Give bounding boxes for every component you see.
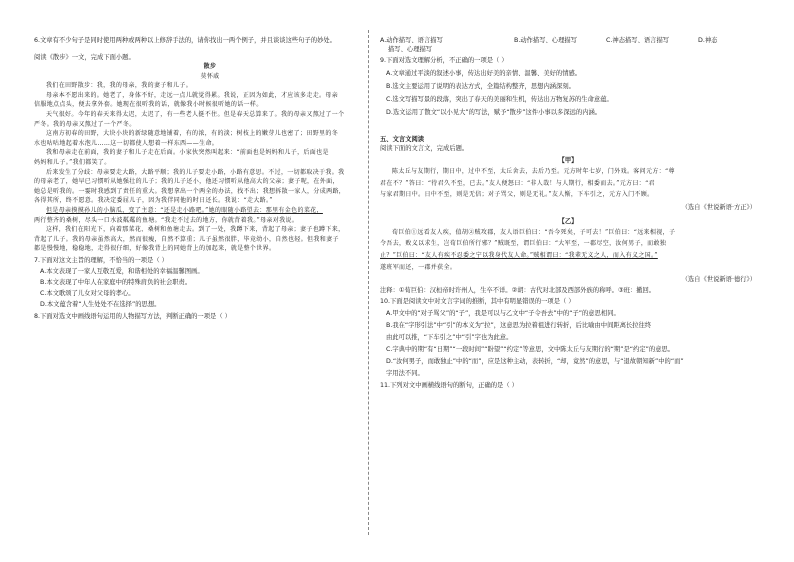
section-5-intro: 阅读下面的文言文，完成后题。 — [380, 145, 469, 152]
q9-option-a: A.文章通过平淡的叙述小事，传达出好美的亲情、温馨、美好的情感。 — [386, 70, 582, 77]
q8-option-c: C.神态描写、语言描写 — [606, 37, 670, 44]
essay-line: 两行整齐的桑树，尽头一口水波粼粼的鱼塘。“我走不过去的地方，你就背着我。”母亲对我说。 — [34, 216, 299, 224]
essay-line: 后来发生了分歧：母亲要走大路，大路平顺；我的儿子要走小路，小路有意思。不过，一切都取决于我。我 — [46, 168, 345, 176]
passage-jia-line: 与家君期日中。日中不至，则是无信；对子骂父，则是无礼。”友人惭，下车引之，元方入门不顾。 — [380, 191, 654, 199]
essay-line: 母亲本不愿出来的。她老了，身体不好，走远一点儿就觉得累。我说，正因为如此，才应该多走走。母亲 — [46, 91, 339, 99]
essay-line: 的母亲老了，她早已习惯听从她强壮的儿子；我的儿子还小，他还习惯听从他高大的父亲；妻子呢，在外面， — [34, 178, 339, 186]
essay-line: 妈妈和儿子。”我们都笑了。 — [34, 158, 111, 166]
q8-option-d-cont: 描写、心理描写 — [388, 46, 433, 53]
q10-option-a: A.甲文中的“对子骂父”的“子”，我是可以与乙文中“子令吾去”中的“子”的意思相同。 — [386, 310, 620, 318]
q8-option-d: D.神态 — [698, 37, 718, 44]
essay-line: 我和母亲走在前面，我的妻子和儿子走在后面。小家伙突然叫起来：“前面也是妈妈和儿子，后面也是 — [46, 149, 329, 157]
passage-jia-source: （选自《世说新语·方正》） — [681, 203, 756, 211]
q7-option-a: A.本文表现了一家人互敬互爱，和谐相处的幸福温馨图画。 — [40, 267, 204, 275]
q7-option-d: D.本文蕴含着“人生处处不在选择”的思想。 — [40, 300, 161, 308]
q9-option-c: C.选文写描写景的段落，突出了春天的美丽和生机，传达出万物复苏的生命意蕴。 — [386, 96, 613, 103]
passage-jia-line: 君在不？”答曰：“待君久不至，已去。”友人便怒曰：“非人哉！与人期行，相委而去。”元方曰：“君 — [380, 179, 655, 187]
essay-line: 她总是听我的。一霎时我感到了责任的重大。我想拿出一个两全的办法，找不出；我想拆散一家人，分成两路， — [34, 187, 346, 195]
question-9: 9.下面对选文理解分析，不正确的一项是（ ） — [380, 57, 508, 64]
question-11: 11.下列对文中画横线语句的断句，正确的是（ ） — [380, 382, 518, 390]
question-8: 8.下面对选文中画线语句运用的人物描写方法，判断正确的一项是（ ） — [34, 312, 231, 320]
q7-option-c: C.本文歌颂了儿女对父母的孝心。 — [40, 289, 135, 297]
q8-options-row — [380, 36, 756, 45]
q9-option-d: D.选文运用了散文“以小见大”的写法，赋予“散步”这件小事以多深远的内涵。 — [386, 109, 602, 116]
passage-yi-line: 遂班军而还，一郡并获全。 — [380, 263, 457, 271]
underlined-passage-line: 止？”巨伯曰：“友人有疾不忍委之宁以我身代友人命。”贼相谓曰：“我辈无义之人，而入有义之国。” — [380, 251, 658, 259]
q10-option-b-cont: 由此可以推，“下车引之”中“引”字也为此意。 — [386, 334, 513, 342]
essay-line: 我们在田野散步：我，我的母亲，我的妻子和儿子。 — [46, 82, 193, 90]
passage-jia-title: 【甲】 — [558, 157, 578, 164]
left-column — [34, 36, 386, 321]
q8-option-b: B.动作描写、心理描写 — [514, 37, 577, 44]
q10-option-c: C.字典中的期“有“日期”“一段时间”“盼望”“约定”等意思，文中陈太丘与友期行的“期”是“约定”的意思。 — [386, 346, 675, 354]
essay-line: 背起了儿子。我的母亲虽然高大，然而很瘦，自然不算重；儿子虽然很胖，毕竟幼小，自然也轻。但我和妻子 — [34, 235, 339, 243]
passage-yi-line: 荀巨伯①远看友人疾，值胡②贼攻郡，友人语巨伯曰：“吾今死矣，子可去！”巨伯曰：“远来相视，子 — [392, 228, 676, 236]
essay-line: 都是慢慢地，稳稳地，走得很仔细，好像我背上的同她背上的加起来，就是整个世界。 — [34, 245, 276, 253]
reading-intro: 阅读《散步》一文，完成下面小题。 — [34, 54, 135, 61]
question-7: 7.下面对这文主旨的理解，不恰当的一项是（ ） — [34, 256, 168, 264]
essay-line: 各得其所，终不愿意。我决定委屈儿子，因为我伴同他的时日还长。我说：“走大路。” — [34, 197, 273, 205]
passage-jia-line: 陈太丘与友期行，期日中，过中不至，太丘舍去，去后乃至。元方时年七岁，门外戏。客问元方：“尊 — [392, 168, 675, 175]
essay-line: 信服地点点头，便去拿外套。她现在很听我的话，就像我小时候很听她的话一样。 — [34, 101, 263, 109]
right-column — [380, 36, 756, 390]
underlined-essay-line: 但是母亲摸摸孙儿的小脑瓜，变了主意：“还是走小路吧。”她的眼随小路望去：那里有金色的菜花， — [46, 206, 323, 214]
column-divider — [368, 30, 369, 535]
q8-option-a: A.动作描写、语言描写 — [380, 37, 443, 44]
essay-line: 这样，我们在阳光下，向着那菜花、桑树和鱼塘走去。到了一处，我蹲下来，背起了母亲；妻子也蹲下来， — [46, 226, 345, 234]
passage-yi-line: 令吾去，败义以求生，岂荀巨伯所行邪？”贼既至，谓巨伯曰：“大军至，一郡尽空，汝何男子，而敢独 — [380, 240, 667, 248]
essay-line: 水也咕咕地起着水泡儿……这一切都使人想着一样东西——生命。 — [34, 139, 219, 147]
passage-yi-source: （选自《世说新语·德行》） — [681, 276, 756, 284]
q9-option-b: B.选文主要运用了说明的表达方式，全篇结构整齐，思想内涵深刻。 — [386, 83, 575, 90]
q7-option-b: B.本文表现了中年人在家庭中的特殊肩负的社会职责。 — [40, 278, 192, 286]
essay-line: 天气很好。今年的春天来得太迟，太迟了，有一些老人挺不住。但是春天总算来了。我的母亲又熬过了一个 — [46, 110, 345, 118]
annotation-note: 注释：①荀巨伯：汉桓帝时许州人，生卒不详。②胡：古代对北部及西部外族的称呼。③班：撤回。 — [380, 287, 656, 295]
q10-option-b: B.我在“字形引法”中“引”的本义为“拉”，这意思为拉着祖进行转折，后比喻由中间距离长拉往终 — [386, 322, 652, 330]
q10-option-d-cont: 字用法不同。 — [386, 370, 424, 378]
essay-line: 这南方初春的田野，大块小块的新绿随意地铺着，有的浓，有的淡；树枝上的嫩芽儿也密了；田野里的冬 — [46, 130, 339, 138]
essay-title: 散步 — [203, 63, 217, 70]
q10-option-d: D.“汝何男子，而敢独止”中的“而”，应是这种主动，表转折，“却，竟然”的意思，与“退故朝知新”中的“而” — [386, 358, 684, 366]
essay-line: 严冬。我的母亲又熬过了一个严冬。 — [34, 120, 136, 128]
essay-author: 莫怀戚 — [200, 72, 220, 80]
question-6: 6.文章有不少句子是同时使用两种或两种以上修辞手法的，请你找出一两个例子，并且谈谈这些句子的妙处。 — [34, 37, 336, 44]
question-10: 10.下面是阅读文中对文言字词的推断，其中有明显错误的一项是（ ） — [380, 298, 575, 306]
essay-body — [34, 81, 386, 254]
section-5-title: 五、文言文阅读 — [380, 136, 425, 143]
passage-yi-title: 【乙】 — [558, 217, 578, 225]
